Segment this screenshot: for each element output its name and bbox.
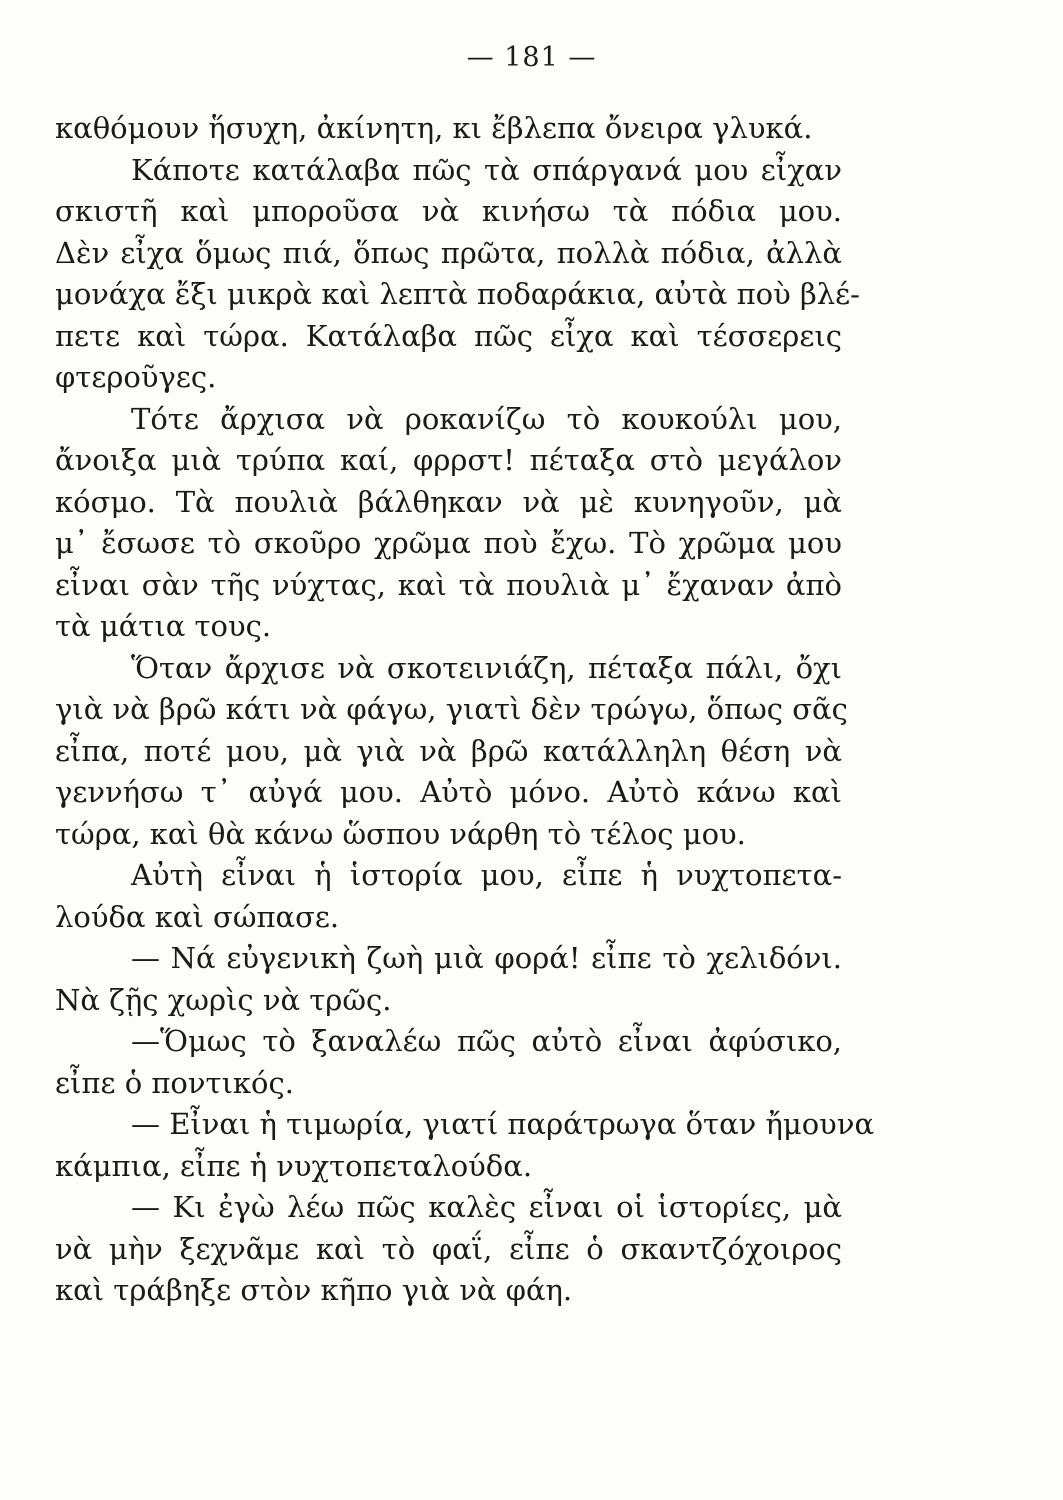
text-line: ἄνοιξα μιὰ τρύπα καί, φρρστ! πέταξα στὸ μεγάλον: [55, 443, 842, 477]
text-line: γεννήσω τ᾽ αὐγά μου. Αὐτὸ μόνο. Αὐτὸ κάνω καὶ: [55, 775, 842, 809]
text-line: πετε καὶ τώρα. Κατάλαβα πῶς εἶχα καὶ τέσσερεις: [55, 318, 842, 353]
dialogue-line: — Νά εὐγενικὴ ζωὴ μιὰ φορά! εἶπε τὸ χελιδόνι.: [131, 941, 842, 975]
text-line: μονάχα ἔξι μικρὰ καὶ λεπτὰ ποδαράκια, αὐτὰ ποὺ βλέ-: [55, 277, 860, 311]
text-line: Νὰ ζῇς χωρὶς νὰ τρῶς.: [55, 982, 392, 1017]
text-line: νὰ μὴν ξεχνᾶμε καὶ τὸ φαΐ, εἶπε ὁ σκαντζόχοιρος: [55, 1231, 842, 1266]
paragraph-first-line: Τότε ἄρχισα νὰ ροκανίζω τὸ κουκούλι μου,: [131, 401, 842, 436]
paragraph-first-line: Ὅταν ἄρχισε νὰ σκοτεινιάζη, πέταξα πάλι, ὄχι: [131, 650, 842, 685]
text-line: τώρα, καὶ θὰ κάνω ὥσπου νάρθη τὸ τέλος μου.: [55, 816, 746, 851]
text-line: φτεροῦγες.: [55, 360, 217, 394]
text-line: λούδα καὶ σώπασε.: [55, 899, 340, 934]
paragraph-first-line: Κάποτε κατάλαβα πῶς τὰ σπάργανά μου εἶχαν: [131, 152, 842, 187]
text-line: μ᾽ ἔσωσε τὸ σκοῦρο χρῶμα ποὺ ἔχω. Τὸ χρῶμα μου: [55, 526, 842, 560]
text-line: σκιστῆ καὶ μποροῦσα νὰ κινήσω τὰ πόδια μου.: [55, 194, 842, 228]
text-line: εἶπα, ποτέ μου, μὰ γιὰ νὰ βρῶ κατάλληλη θέση νὰ: [55, 733, 842, 768]
dialogue-line: — Εἶναι ἡ τιμωρία, γιατί παράτρωγα ὅταν ἤμουνα: [131, 1107, 875, 1141]
dialogue-line: — Κι ἐγὼ λέω πῶς καλὲς εἶναι οἱ ἱστορίες, μὰ: [131, 1190, 842, 1224]
text-line: εἶπε ὁ ποντικός.: [55, 1065, 294, 1100]
text-line: εἶναι σὰν τῆς νύχτας, καὶ τὰ πουλιὰ μ᾽ ἔχαναν ἀπὸ: [55, 567, 842, 602]
text-line: Δὲν εἶχα ὅμως πιά, ὅπως πρῶτα, πολλὰ πόδια, ἀλλὰ: [55, 235, 842, 270]
dialogue-line: —Ὅμως τὸ ξαναλέω πῶς αὐτὸ εἶναι ἀφύσικο,: [131, 1024, 842, 1058]
text-line: καθόμουν ἥσυχη, ἀκίνητη, κι ἔβλεπα ὄνειρα γλυκά.: [55, 111, 813, 145]
paragraph-first-line: Αὐτὴ εἶναι ἡ ἱστορία μου, εἶπε ἡ νυχτοπετα-: [131, 858, 842, 892]
text-line: γιὰ νὰ βρῶ κάτι νὰ φάγω, γιατὶ δὲν τρώγω, ὅπως σᾶς: [55, 692, 848, 726]
text-line: τὰ μάτια τους.: [55, 609, 272, 643]
text-line: κόσμο. Τὰ πουλιὰ βάλθηκαν νὰ μὲ κυνηγοῦν, μὰ: [55, 484, 842, 519]
page-number: — 181 —: [466, 42, 597, 73]
text-line: καὶ τράβηξε στὸν κῆπο γιὰ νὰ φάη.: [55, 1273, 573, 1307]
text-line: κάμπια, εἶπε ἡ νυχτοπεταλούδα.: [55, 1148, 533, 1183]
body-text: [55, 108, 875, 1312]
